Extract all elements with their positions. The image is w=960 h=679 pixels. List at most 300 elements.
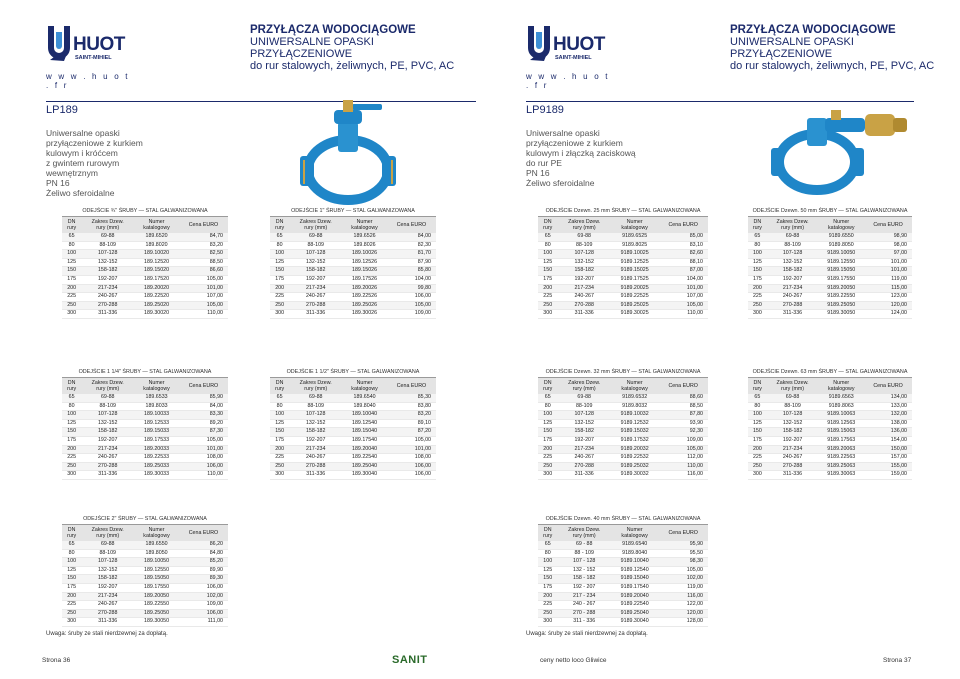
column-header-dn: DN rury [538,217,557,233]
table-row [748,394,912,402]
range-cell: 69-88 [557,394,611,402]
header-line3: PRZYŁĄCZENIOWE [250,48,353,60]
table-row [270,267,436,276]
table-row [538,618,708,627]
price-cell: 108,00 [387,454,436,463]
range-cell: 69-88 [767,233,819,241]
dn-cell: 65 [538,394,557,402]
dn-cell: 200 [538,445,557,454]
range-cell: 88-109 [557,402,611,411]
desc-line: Żeliwo sferoidalne [526,178,595,188]
catalog-number-cell: 9189.30032 [611,471,658,480]
huot-mark-icon [46,24,72,66]
range-cell: 132-152 [767,419,819,428]
column-header-num: Numer katalogowy [134,217,179,233]
column-header-price: Cena EURO [179,378,228,394]
column-header-num: Numer katalogowy [611,217,658,233]
catalog-number-cell: 9189.15050 [818,267,864,276]
range-cell: 69-88 [767,394,819,402]
catalog-number-cell: 189.10050 [134,558,179,567]
table-row [748,411,912,420]
table-row [538,436,708,445]
table-row [748,275,912,284]
price-cell: 119,00 [658,583,708,592]
table-row [748,310,912,319]
dn-cell: 100 [62,411,81,420]
dn-cell: 225 [62,454,81,463]
left-header [250,24,454,72]
dn-cell: 150 [62,267,81,276]
catalog-number-cell: 9189.17563 [818,436,864,445]
range-cell: 270-288 [289,462,342,471]
catalog-number-cell: 9189.17525 [611,275,658,284]
price-table [538,368,708,480]
header-line4: do rur stalowych, żeliwnych, PE, PVC, AC [250,60,455,72]
huot-mark-icon [526,24,552,66]
price-table [538,207,708,319]
desc-line: PN 16 [46,178,70,188]
range-cell: 88-109 [81,549,134,558]
table-row [538,428,708,437]
range-cell: 192-207 [81,436,134,445]
range-cell: 132-152 [289,419,342,428]
catalog-number-cell: 189.12526 [342,258,387,267]
price-cell: 84,80 [179,549,228,558]
table-row [270,445,436,454]
column-header-dn: DN rury [748,378,767,394]
header-line4: do rur stalowych, żeliwnych, PE, PVC, AC [730,60,935,72]
price-cell: 88,10 [658,258,708,267]
catalog-number-cell: 189.22533 [134,454,179,463]
price-cell: 95,90 [658,541,708,549]
table-row [538,267,708,276]
catalog-number-cell: 189.15020 [134,267,179,276]
range-cell: 192 - 207 [557,583,611,592]
catalog-number-cell: 189.10040 [342,411,387,420]
desc-line: Uniwersalne opaski [46,128,120,138]
catalog-number-cell: 9189.20063 [818,445,864,454]
price-table [270,368,436,480]
price-cell: 119,00 [864,275,912,284]
price-cell: 82,50 [179,250,228,259]
catalog-number-cell: 189.17526 [342,275,387,284]
column-header-dn: DN rury [270,378,289,394]
catalog-number-cell: 189.10020 [134,250,179,259]
catalog-number-cell: 9189.6525 [611,233,658,241]
price-cell: 104,00 [658,275,708,284]
range-cell: 158-182 [81,267,134,276]
table-row [538,583,708,592]
dn-cell: 125 [270,419,289,428]
catalog-number-cell: 189.8050 [134,549,179,558]
table-row [538,394,708,402]
right-page-number: Strona 37 [883,657,912,664]
catalog-number-cell: 189.15050 [134,575,179,584]
dn-cell: 65 [62,541,81,549]
table-caption: ODEJŚCIE 1 1/2" ŚRUBY — STAL GALWANIZOWANA [270,368,436,378]
catalog-number-cell: 9189.6540 [611,541,658,549]
header-line3: PRZYŁĄCZENIOWE [730,48,833,60]
left-product-code: LP189 [46,104,78,116]
column-header-range: Zakres Dzew. rury (mm) [557,525,611,541]
catalog-number-cell: 9189.12525 [611,258,658,267]
range-cell: 107-128 [289,250,342,259]
column-header-range: Zakres Dzew. rury (mm) [81,525,134,541]
catalog-number-cell: 189.22520 [134,293,179,302]
price-terms: ceny netto loco Gliwice [540,657,607,664]
catalog-number-cell: 9189.22550 [818,293,864,302]
dn-cell: 125 [62,419,81,428]
range-cell: 69-88 [81,233,134,241]
catalog-number-cell: 189.12540 [342,419,387,428]
table-row [270,310,436,319]
dn-cell: 200 [62,592,81,601]
table-row [270,233,436,241]
dn-cell: 125 [538,566,557,575]
price-cell: 106,00 [387,293,436,302]
table-row [538,411,708,420]
dn-cell: 250 [538,301,557,310]
column-header-price: Cena EURO [387,378,436,394]
range-cell: 69-88 [289,394,342,402]
range-cell: 270-288 [557,462,611,471]
column-header-price: Cena EURO [179,525,228,541]
range-cell: 158-182 [81,428,134,437]
catalog-number-cell: 189.20020 [134,284,179,293]
desc-line: przyłączeniowe z kurkiem [46,138,143,148]
dn-cell: 200 [748,445,767,454]
table-row [270,471,436,480]
dn-cell: 250 [748,301,767,310]
price-cell: 85,00 [658,233,708,241]
range-cell: 88-109 [81,402,134,411]
catalog-number-cell: 189.25033 [134,462,179,471]
dn-cell: 175 [62,583,81,592]
column-header-dn: DN rury [538,525,557,541]
dn-cell: 175 [62,436,81,445]
catalog-number-cell: 189.22526 [342,293,387,302]
left-divider [46,101,476,102]
sanit-logo: SANIT [392,654,428,666]
catalog-number-cell: 189.25040 [342,462,387,471]
dn-cell: 65 [748,233,767,241]
catalog-number-cell: 189.12533 [134,419,179,428]
table-row [270,419,436,428]
price-cell: 84,00 [179,402,228,411]
huot-logo-right [526,24,616,90]
catalog-number-cell: 189.20050 [134,592,179,601]
range-cell: 132-152 [289,258,342,267]
range-cell: 158 - 182 [557,575,611,584]
table-row [538,462,708,471]
column-header-num: Numer katalogowy [134,378,179,394]
price-cell: 138,00 [864,419,912,428]
dn-cell: 65 [62,394,81,402]
dn-cell: 225 [270,454,289,463]
table-row [62,258,228,267]
range-cell: 88-109 [289,241,342,250]
column-header-range: Zakres Dzew. rury (mm) [557,378,611,394]
range-cell: 158-182 [289,428,342,437]
price-cell: 105,00 [387,436,436,445]
catalog-number-cell: 9189.8040 [611,549,658,558]
table-row [62,233,228,241]
table-row [270,293,436,302]
price-cell: 98,00 [864,241,912,250]
column-header-range: Zakres Dzew. rury (mm) [767,217,819,233]
dn-cell: 250 [62,462,81,471]
catalog-number-cell: 189.6540 [342,394,387,402]
column-header-price: Cena EURO [658,217,708,233]
range-cell: 132-152 [81,419,134,428]
price-cell: 82,60 [658,250,708,259]
dn-cell: 225 [748,293,767,302]
table-row [62,267,228,276]
dn-cell: 250 [538,609,557,618]
price-cell: 110,00 [179,471,228,480]
catalog-number-cell: 189.25050 [134,609,179,618]
price-cell: 101,00 [387,445,436,454]
catalog-number-cell: 9189.8050 [818,241,864,250]
range-cell: 88-109 [767,402,819,411]
dn-cell: 65 [538,541,557,549]
price-cell: 84,70 [179,233,228,241]
range-cell: 132-152 [81,258,134,267]
dn-cell: 225 [62,601,81,610]
range-cell: 270-288 [81,609,134,618]
catalog-number-cell: 9189.6532 [611,394,658,402]
range-cell: 240-267 [81,601,134,610]
range-cell: 192-207 [767,436,819,445]
price-table [270,207,436,319]
dn-cell: 250 [270,462,289,471]
range-cell: 270-288 [289,301,342,310]
catalog-number-cell: 189.6520 [134,233,179,241]
range-cell: 311-336 [81,471,134,480]
catalog-number-cell: 9189.25063 [818,462,864,471]
dn-cell: 175 [270,436,289,445]
range-cell: 158-182 [289,267,342,276]
brand-url: w w w . h u o t . f r [46,72,130,90]
range-cell: 107-128 [81,411,134,420]
range-cell: 107-128 [767,250,819,259]
dn-cell: 175 [270,275,289,284]
table-row [62,575,228,584]
price-cell: 101,00 [179,445,228,454]
catalog-number-cell: 9189.22525 [611,293,658,302]
table-row [538,549,708,558]
table-row [748,436,912,445]
dn-cell: 175 [748,275,767,284]
price-cell: 112,00 [658,454,708,463]
catalog-number-cell: 189.12520 [134,258,179,267]
table-row [270,284,436,293]
table-row [62,241,228,250]
column-header-price: Cena EURO [179,217,228,233]
range-cell: 107-128 [767,411,819,420]
huot-logo-left [46,24,136,90]
table-row [270,250,436,259]
price-cell: 150,00 [864,445,912,454]
dn-cell: 65 [748,394,767,402]
price-table [748,368,912,480]
catalog-number-cell: 189.8040 [342,402,387,411]
price-cell: 92,30 [658,428,708,437]
dn-cell: 225 [748,454,767,463]
table-row [538,609,708,618]
dn-cell: 125 [62,566,81,575]
dn-cell: 100 [538,558,557,567]
desc-line: PN 16 [526,168,550,178]
catalog-number-cell: 189.17540 [342,436,387,445]
range-cell: 240-267 [557,293,611,302]
dn-cell: 300 [62,310,81,319]
table-row [62,471,228,480]
table-row [270,394,436,402]
price-cell: 111,00 [179,618,228,627]
catalog-number-cell: 189.12550 [134,566,179,575]
dn-cell: 150 [538,267,557,276]
table-row [62,566,228,575]
catalog-number-cell: 9189.25032 [611,462,658,471]
table-row [270,241,436,250]
dn-cell: 150 [538,575,557,584]
price-cell: 109,00 [387,310,436,319]
table-row [538,258,708,267]
catalog-number-cell: 9189.17540 [611,583,658,592]
price-cell: 95,50 [658,549,708,558]
range-cell: 192-207 [81,275,134,284]
range-cell: 88 - 109 [557,549,611,558]
desc-line: kulowym i króćcem [46,148,118,158]
left-page-number: Strona 36 [42,657,71,664]
dn-cell: 80 [538,549,557,558]
table-row [748,402,912,411]
dn-cell: 80 [270,402,289,411]
range-cell: 311-336 [81,310,134,319]
column-header-price: Cena EURO [864,378,912,394]
price-cell: 101,00 [864,267,912,276]
dn-cell: 300 [270,310,289,319]
price-cell: 116,00 [658,592,708,601]
dn-cell: 200 [62,445,81,454]
price-cell: 101,00 [658,284,708,293]
range-cell: 158-182 [767,267,819,276]
table-row [748,293,912,302]
dn-cell: 225 [62,293,81,302]
price-cell: 115,00 [864,284,912,293]
price-cell: 89,90 [179,566,228,575]
price-cell: 124,00 [864,310,912,319]
column-header-price: Cena EURO [658,378,708,394]
catalog-number-cell: 9189.10032 [611,411,658,420]
table-row [538,275,708,284]
catalog-number-cell: 9189.8032 [611,402,658,411]
price-cell: 88,60 [658,394,708,402]
left-note: Uwaga: śruby ze stali nierdzewnej za dopłatą. [46,631,168,637]
table-caption: ODEJŚCIE Dzewn. 63 mm ŚRUBY — STAL GALWANIZOWANA [748,368,912,378]
table-row [270,436,436,445]
price-cell: 110,00 [179,310,228,319]
price-cell: 101,00 [864,258,912,267]
range-cell: 240-267 [81,454,134,463]
range-cell: 240-267 [767,293,819,302]
catalog-number-cell: 9189.17532 [611,436,658,445]
price-cell: 109,00 [658,436,708,445]
dn-cell: 200 [748,284,767,293]
range-cell: 217-234 [81,284,134,293]
price-cell: 89,10 [387,419,436,428]
range-cell: 69-88 [289,233,342,241]
price-cell: 110,00 [658,462,708,471]
table-row [62,284,228,293]
table-caption: ODEJŚCIE Dzewn. 25 mm ŚRUBY — STAL GALWANIZOWANA [538,207,708,217]
desc-line: do rur PE [526,158,562,168]
catalog-number-cell: 189.6533 [134,394,179,402]
range-cell: 217-234 [557,445,611,454]
table-row [62,609,228,618]
dn-cell: 150 [62,575,81,584]
catalog-number-cell: 189.25026 [342,301,387,310]
dn-cell: 150 [748,267,767,276]
column-header-dn: DN rury [270,217,289,233]
price-cell: 107,00 [658,293,708,302]
catalog-number-cell: 189.20026 [342,284,387,293]
dn-cell: 65 [62,233,81,241]
table-row [748,258,912,267]
range-cell: 217-234 [767,445,819,454]
dn-cell: 250 [62,609,81,618]
dn-cell: 65 [270,233,289,241]
range-cell: 240-267 [81,293,134,302]
range-cell: 69 - 88 [557,541,611,549]
table-row [62,618,228,627]
price-cell: 105,00 [387,301,436,310]
brand-sub: SAINT-MIHIEL [75,55,112,61]
column-header-range: Zakres Dzew. rury (mm) [81,378,134,394]
table-row [270,411,436,420]
dn-cell: 225 [538,454,557,463]
table-row [748,445,912,454]
column-header-range: Zakres Dzew. rury (mm) [289,217,342,233]
catalog-number-cell: 9189.22563 [818,454,864,463]
price-cell: 85,20 [179,558,228,567]
column-header-num: Numer katalogowy [342,217,387,233]
price-cell: 83,80 [387,402,436,411]
dn-cell: 300 [538,471,557,480]
dn-cell: 80 [538,241,557,250]
catalog-number-cell: 9189.12540 [611,566,658,575]
dn-cell: 125 [270,258,289,267]
table-row [62,601,228,610]
table-row [538,566,708,575]
price-cell: 82,30 [387,241,436,250]
table-row [538,575,708,584]
price-cell: 93,90 [658,419,708,428]
range-cell: 240-267 [289,454,342,463]
range-cell: 311-336 [767,471,819,480]
table-row [62,541,228,549]
price-cell: 102,00 [658,575,708,584]
table-caption: ODEJŚCIE Dzewn. 32 mm ŚRUBY — STAL GALWANIZOWANA [538,368,708,378]
range-cell: 88-109 [289,402,342,411]
price-cell: 87,00 [658,267,708,276]
dn-cell: 225 [538,601,557,610]
dn-cell: 125 [62,258,81,267]
dn-cell: 100 [62,250,81,259]
catalog-number-cell: 189.22550 [134,601,179,610]
column-header-price: Cena EURO [658,525,708,541]
